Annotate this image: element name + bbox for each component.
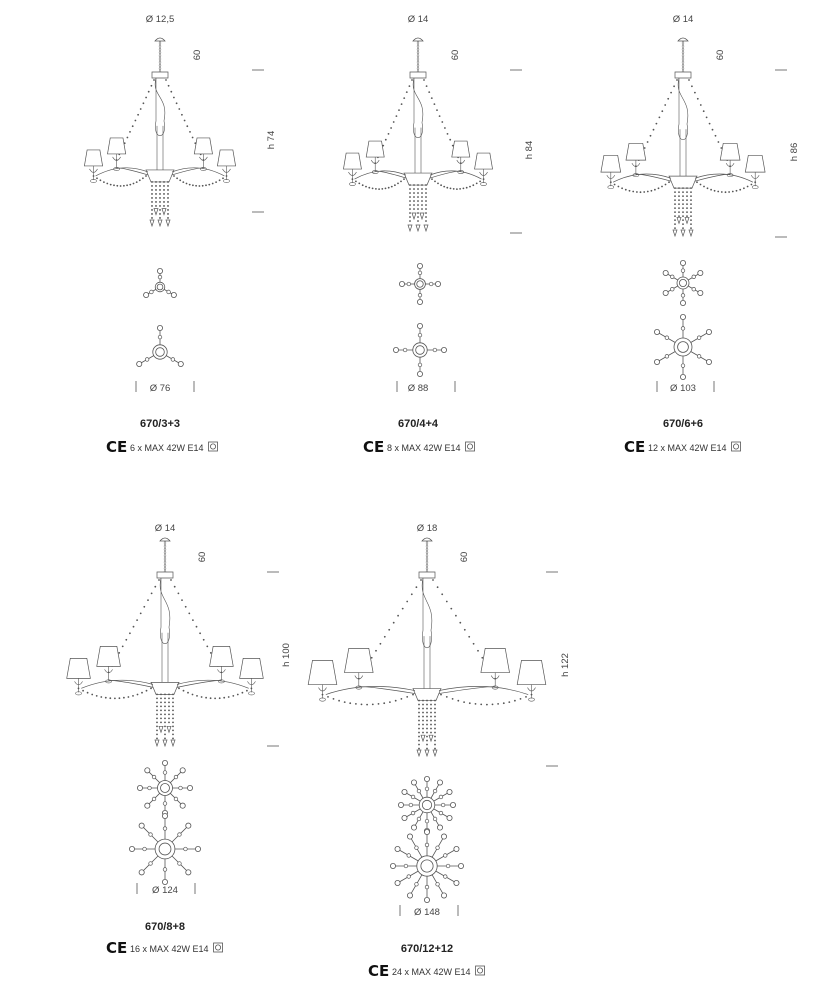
power-rating: 24 x MAX 42W E14	[392, 967, 471, 977]
power-rating: 16 x MAX 42W E14	[130, 944, 209, 954]
width-label: Ø 148	[414, 907, 440, 918]
chain-length-label: 60	[192, 49, 203, 61]
arm	[81, 680, 153, 688]
lamp-outer	[343, 153, 361, 186]
canopy	[413, 38, 423, 41]
power-rating: 12 x MAX 42W E14	[648, 443, 727, 453]
lamp-inner	[626, 143, 646, 176]
lamp-outer	[745, 155, 765, 188]
bowl	[413, 689, 441, 701]
arm	[613, 174, 671, 182]
bowl	[146, 170, 174, 182]
height-label: h 86	[789, 142, 800, 162]
bowl	[669, 176, 697, 188]
chandelier-elevation	[308, 538, 546, 756]
power-spec	[368, 962, 485, 980]
chandelier-elevation	[67, 538, 264, 746]
plan-view-top	[144, 268, 177, 297]
e14-bulb-icon	[476, 966, 485, 975]
chain-length-label: 60	[197, 551, 208, 563]
canopy-diameter-label: Ø 14	[407, 14, 429, 25]
plan-view-bottom	[654, 314, 711, 379]
power-rating: 6 x MAX 42W E14	[130, 443, 204, 453]
ce-mark-icon: CE	[363, 438, 385, 456]
canopy	[422, 538, 432, 541]
ce-mark-icon: CE	[368, 962, 390, 980]
lamp-inner	[345, 648, 374, 689]
model-code: 670/3+3	[139, 418, 181, 430]
arm	[177, 680, 249, 688]
e14-bulb-icon	[732, 442, 741, 451]
lamp-inner	[366, 141, 384, 174]
plan-view-top	[399, 263, 440, 304]
lamp-inner	[720, 143, 740, 176]
model-code: 670/8+8	[144, 921, 186, 933]
arm	[355, 171, 406, 179]
e14-bulb-icon	[214, 943, 223, 952]
arm	[96, 168, 148, 176]
arm	[439, 687, 495, 694]
model-code: 670/6+6	[662, 418, 704, 430]
arm	[430, 171, 481, 179]
canopy-diameter-label: Ø 14	[154, 523, 176, 534]
canopy-diameter-label: Ø 12,5	[145, 14, 175, 25]
bowl	[151, 682, 179, 694]
model-code: 670/4+4	[397, 418, 439, 430]
lamp-outer	[67, 658, 91, 695]
lamp-outer	[517, 660, 546, 701]
plan-view-bottom	[393, 323, 446, 376]
e14-bulb-icon	[209, 442, 218, 451]
power-spec	[363, 438, 475, 456]
canopy-diameter-label: Ø 18	[416, 523, 438, 534]
lamp-outer	[475, 153, 493, 186]
canopy	[678, 38, 688, 41]
arm	[695, 174, 753, 182]
chandelier-elevation	[601, 38, 765, 236]
width-label: Ø 88	[407, 383, 429, 394]
canopy	[160, 538, 170, 541]
plan-view-bottom	[129, 813, 200, 884]
lamp-outer	[601, 155, 621, 188]
height-label: h 84	[524, 140, 535, 160]
lamp-inner	[97, 646, 121, 683]
arm	[695, 174, 730, 181]
width-label: Ø 103	[670, 383, 696, 394]
width-label: Ø 124	[152, 885, 178, 896]
plan-view-bottom	[390, 829, 463, 902]
lamp-inner	[194, 138, 212, 171]
arm	[172, 168, 203, 175]
chandelier-elevation	[343, 38, 492, 231]
plan-view-top	[663, 260, 703, 305]
power-rating: 8 x MAX 42W E14	[387, 443, 461, 453]
arm	[359, 687, 415, 694]
power-spec	[106, 438, 218, 456]
canopy-diameter-label: Ø 14	[672, 14, 694, 25]
lamp-inner	[481, 648, 510, 689]
chain-length-label: 60	[459, 551, 470, 563]
lamp-outer	[217, 150, 235, 183]
arm	[375, 171, 406, 178]
height-label: h 74	[266, 130, 277, 150]
lamp-inner	[210, 646, 234, 683]
ce-mark-icon: CE	[106, 438, 128, 456]
lamp-outer	[240, 658, 264, 695]
plan-view-bottom	[137, 325, 184, 366]
plan-view-top	[398, 776, 455, 833]
arm	[636, 174, 671, 181]
ce-mark-icon: CE	[106, 939, 128, 957]
arm	[172, 168, 224, 176]
chandelier-elevation	[84, 38, 235, 226]
e14-bulb-icon	[466, 442, 475, 451]
arm	[177, 680, 221, 687]
arm	[117, 168, 148, 175]
plan-view-top	[137, 760, 192, 815]
model-code: 670/12+12	[400, 943, 454, 955]
arm	[109, 680, 153, 687]
power-spec	[106, 939, 223, 957]
height-label: h 100	[281, 643, 292, 667]
width-label: Ø 76	[149, 383, 171, 394]
height-label: h 122	[560, 653, 571, 677]
lamp-outer	[84, 150, 102, 183]
chain-length-label: 60	[450, 49, 461, 61]
lamp-inner	[108, 138, 126, 171]
power-spec	[624, 438, 741, 456]
lamp-outer	[308, 660, 337, 701]
lamp-inner	[452, 141, 470, 174]
arm	[430, 171, 461, 178]
chain-length-label: 60	[715, 49, 726, 61]
ce-mark-icon: CE	[624, 438, 646, 456]
canopy	[155, 38, 165, 41]
bowl	[404, 173, 432, 185]
model-5	[400, 523, 571, 955]
